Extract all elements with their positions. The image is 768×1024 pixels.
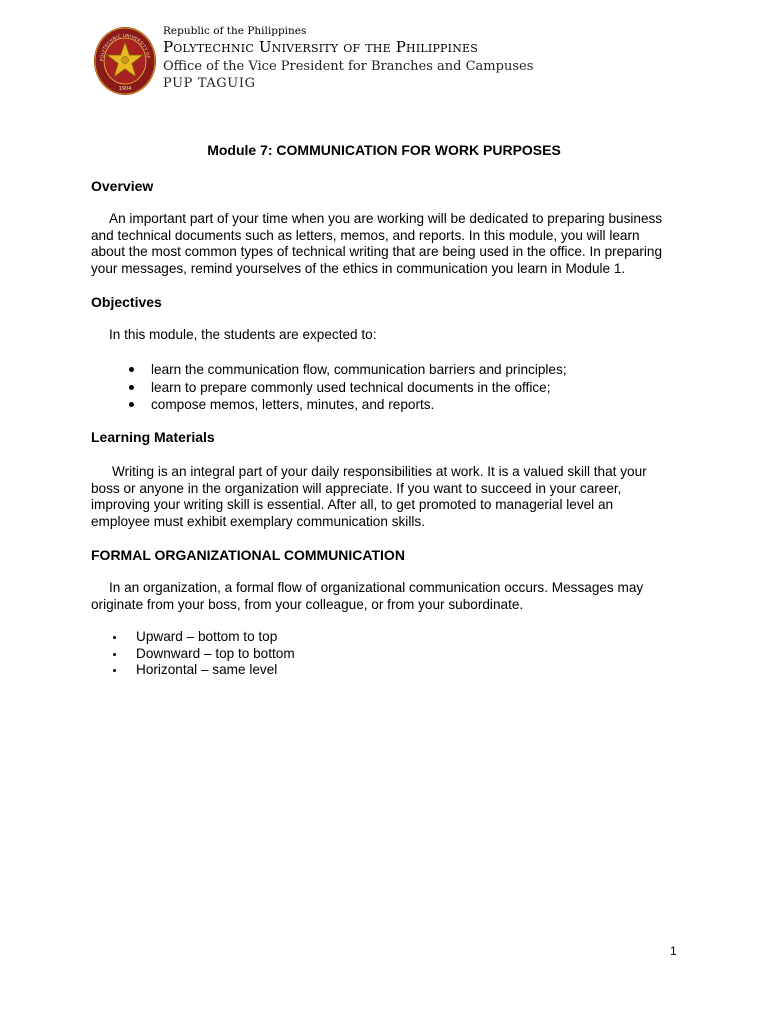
list-item: Horizontal – same level xyxy=(91,662,295,679)
list-item: compose memos, letters, minutes, and reports. xyxy=(91,396,567,414)
seal-year: 1904 xyxy=(118,86,132,92)
overview-heading: Overview xyxy=(91,178,154,194)
university-name: Polytechnic University of the Philippines xyxy=(163,38,478,56)
university-seal-icon xyxy=(93,24,157,98)
objectives-intro xyxy=(91,327,681,344)
republic-line: Republic of the Philippines xyxy=(163,25,307,37)
paragraph-line: and technical documents such as letters, memos, and reports. In this module, you will learn xyxy=(91,227,640,243)
seal-text: POLYTECHNIC UNIVERSITY OF xyxy=(98,32,151,62)
objectives-intro-text: In this module, the students are expected to: xyxy=(109,327,377,342)
paragraph-line: improving your writing skill is essential. After all, to get promoted to managerial level an xyxy=(91,497,614,513)
letterhead-text xyxy=(163,25,533,92)
objectives-heading: Objectives xyxy=(91,294,162,310)
paragraph-line: boss or anyone in the organization will appreciate. If you want to succeed in your career, xyxy=(91,480,622,496)
communication-flow-list xyxy=(91,629,295,679)
paragraph-line: employee must exhibit exemplary communication skills. xyxy=(91,514,425,530)
paragraph-line: Writing is an integral part of your daily responsibilities at work. It is a valued skill that your xyxy=(112,464,647,479)
formal-communication-heading: FORMAL ORGANIZATIONAL COMMUNICATION xyxy=(91,547,405,563)
module-title: Module 7: COMMUNICATION FOR WORK PURPOSES xyxy=(207,142,561,158)
paragraph-line: In an organization, a formal flow of organizational communication occurs. Messages may xyxy=(109,580,644,595)
objectives-list xyxy=(91,361,567,414)
letterhead xyxy=(90,22,710,102)
list-item: Upward – bottom to top xyxy=(91,629,295,646)
list-item: learn the communication flow, communication barriers and principles; xyxy=(91,361,567,379)
paragraph-line: originate from your boss, from your colleague, or from your subordinate. xyxy=(91,596,524,612)
learning-materials-paragraph xyxy=(91,464,681,531)
office-name: Office of the Vice President for Branches and Campuses xyxy=(163,59,534,74)
paragraph-line: about the most common types of technical writing that are being used in the office. In preparing xyxy=(91,244,663,260)
overview-paragraph xyxy=(91,211,681,278)
formal-communication-paragraph xyxy=(91,580,681,613)
list-item: Downward – top to bottom xyxy=(91,646,295,663)
campus-name: PUP TAGUIG xyxy=(163,76,256,91)
page-number: 1 xyxy=(670,944,677,958)
paragraph-line: your messages, remind yourselves of the ethics in communication you learn in Module 1. xyxy=(91,261,626,277)
list-item: learn to prepare commonly used technical documents in the office; xyxy=(91,379,567,397)
paragraph-line: An important part of your time when you are working will be dedicated to preparing business xyxy=(109,211,663,226)
learning-materials-heading: Learning Materials xyxy=(91,429,215,445)
